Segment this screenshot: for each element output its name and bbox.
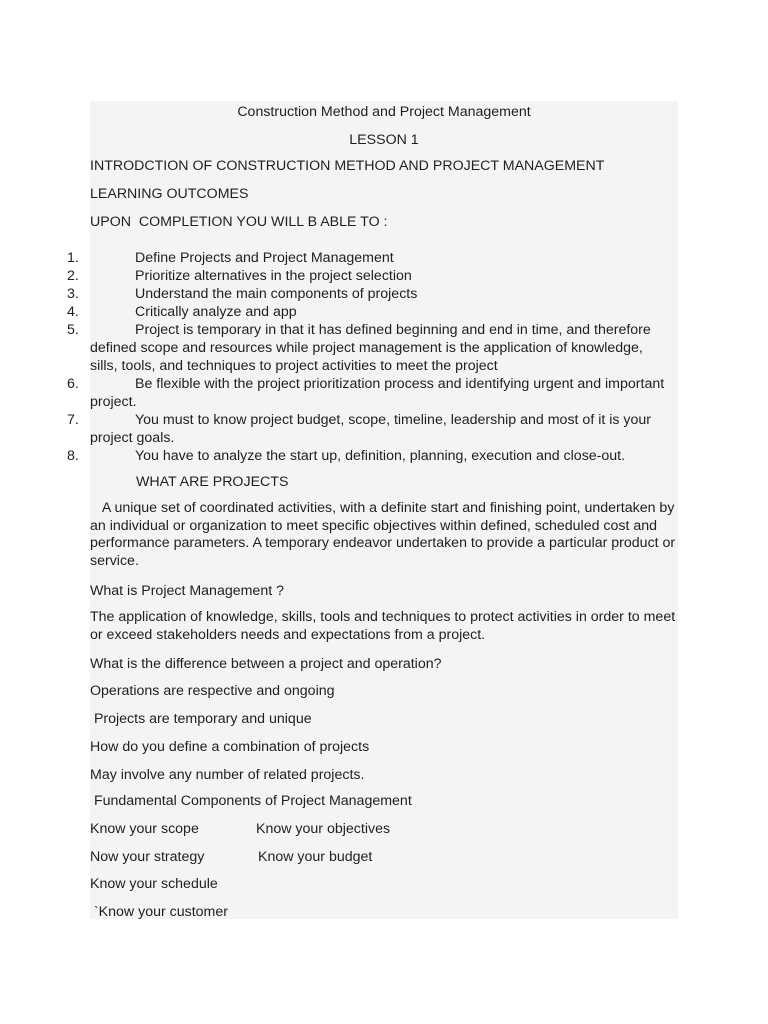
difference-question: What is the difference between a project and operation? xyxy=(90,656,442,672)
outcomes-heading: LEARNING OUTCOMES xyxy=(90,186,249,202)
list-text: Project is temporary in that it has defined beginning and end in time, and therefore defined scope and resources while project management is the application of knowledge, sills, tools, and techniques to project activities to meet the project xyxy=(90,322,651,374)
list-item xyxy=(67,411,672,447)
projects-paragraph: A unique set of coordinated activities, with a definite start and finishing point, undertaken by an individual or organization to meet specific objectives within defined, scheduled cost and performance parameters. A temporary endeavor undertaken to provide a particular product or service. xyxy=(90,500,680,569)
customer-text: `Know your customer xyxy=(90,904,228,920)
budget-text: Know your budget xyxy=(258,849,373,865)
list-item xyxy=(67,447,672,465)
list-item xyxy=(67,321,672,375)
list-text: You have to analyze the start up, definition, planning, execution and close-out. xyxy=(135,448,626,464)
upon-completion-text: UPON COMPLETION YOU WILL B ABLE TO : xyxy=(90,214,388,230)
outcomes-list xyxy=(67,249,672,465)
list-text: You must to know project budget, scope, timeline, leadership and most of it is your project goals. xyxy=(90,412,652,446)
document-title: Construction Method and Project Management xyxy=(237,104,531,120)
lesson-heading: LESSON 1 xyxy=(349,132,419,148)
list-item xyxy=(67,285,672,303)
schedule-text: Know your schedule xyxy=(90,876,218,892)
list-number: 8. xyxy=(67,448,79,464)
combination-question: How do you define a combination of projects xyxy=(90,739,370,755)
list-number: 2. xyxy=(67,268,79,284)
pm-paragraph: The application of knowledge, skills, tools and techniques to protect activities in order to meet or exceed stakeholders needs and expectations from a project. xyxy=(90,609,676,643)
list-text: Prioritize alternatives in the project selection xyxy=(135,268,412,284)
list-number: 7. xyxy=(67,412,79,428)
list-number: 3. xyxy=(67,286,79,302)
list-number: 4. xyxy=(67,304,79,320)
list-item xyxy=(67,249,672,267)
list-text: Be flexible with the project prioritization process and identifying urgent and important project. xyxy=(90,376,665,410)
scope-text: Know your scope xyxy=(90,821,199,837)
objectives-text: Know your objectives xyxy=(256,821,391,837)
pm-question: What is Project Management ? xyxy=(90,583,284,599)
list-item xyxy=(67,267,672,285)
projects-temporary-text: Projects are temporary and unique xyxy=(90,711,312,727)
list-text: Define Projects and Project Management xyxy=(135,250,394,266)
list-text: Critically analyze and app xyxy=(135,304,297,320)
strategy-text: Now your strategy xyxy=(90,849,205,865)
involve-text: May involve any number of related projects. xyxy=(90,767,365,783)
list-number: 5. xyxy=(67,322,79,338)
list-text: Understand the main components of projects xyxy=(135,286,418,302)
what-are-projects-heading: WHAT ARE PROJECTS xyxy=(136,474,289,490)
operations-text: Operations are respective and ongoing xyxy=(90,683,335,699)
intro-heading: INTRODCTION OF CONSTRUCTION METHOD AND PROJECT MANAGEMENT xyxy=(90,158,605,174)
fundamental-heading: Fundamental Components of Project Management xyxy=(90,793,412,809)
list-item xyxy=(67,303,672,321)
list-item xyxy=(67,375,672,411)
list-number: 6. xyxy=(67,376,79,392)
list-number: 1. xyxy=(67,250,79,266)
